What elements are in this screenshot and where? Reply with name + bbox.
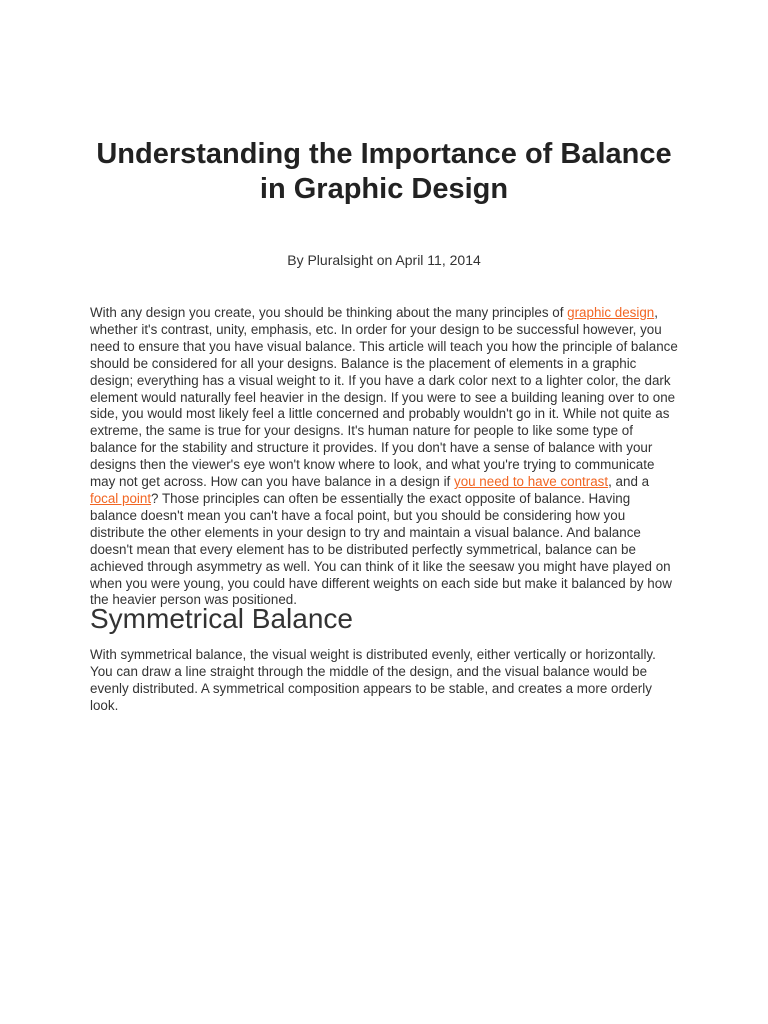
symmetrical-balance-heading: Symmetrical Balance — [90, 603, 353, 634]
contrast-link[interactable]: you need to have contrast — [454, 474, 609, 490]
intro-text-2: , whether it's contrast, unity, emphasis, etc. In order for your design to be successful however, you need to ensure that you have visual balance. This article will teach you how the principle of balance should be considered for all your designs. Balance is the placement of elements in a graphic design; everything has a visual weight to it. If you have a dark color next to a lighter color, the dark element would naturally feel heavier in the design. If you were to see a building leaning over to one side, you would most likely feel a little concerned and probably wouldn't go in it. While not quite as extreme, the same is true for your designs. It's human nature for people to like some type of balance for the stability and structure it provides. If you don't have a sense of balance with your designs then the viewer's eye won't know where to look, and what you're trying to communicate may not get across. How can you have balance in a design if — [90, 305, 678, 490]
graphic-design-link[interactable]: graphic design — [567, 305, 655, 320]
article-title: Understanding the Importance of Balance in Graphic Design — [96, 138, 672, 205]
article-byline: By Pluralsight on April 11, 2014 — [287, 252, 481, 268]
focal-point-link[interactable]: focal point — [90, 490, 152, 506]
intro-text-1: With any design you create, you should be thinking about the many principles of — [90, 305, 568, 320]
intro-text-3: , and a — [608, 474, 650, 490]
intro-text-4: ? Those principles can often be essentially the exact opposite of balance. Having balance doesn't mean you can't have a focal point, but you should be considering how you distribute the other elements in your design to try and maintain a visual balance. And balance doesn't mean that every element has to be distributed perfectly symmetrical, balance can be achieved through asymmetry as well. You can think of it like the seesaw you might have played on when you were young, you could have different weights on each side but make it balanced by how the heavier person was positioned. — [90, 490, 672, 608]
symmetrical-balance-paragraph: With symmetrical balance, the visual weight is distributed evenly, either vertically or horizontally. You can draw a line straight through the middle of the design, and the visual balance would be evenly distributed. A symmetrical composition appears to be stable, and creates a more orderly look. — [90, 647, 656, 713]
intro-paragraph — [90, 305, 680, 609]
